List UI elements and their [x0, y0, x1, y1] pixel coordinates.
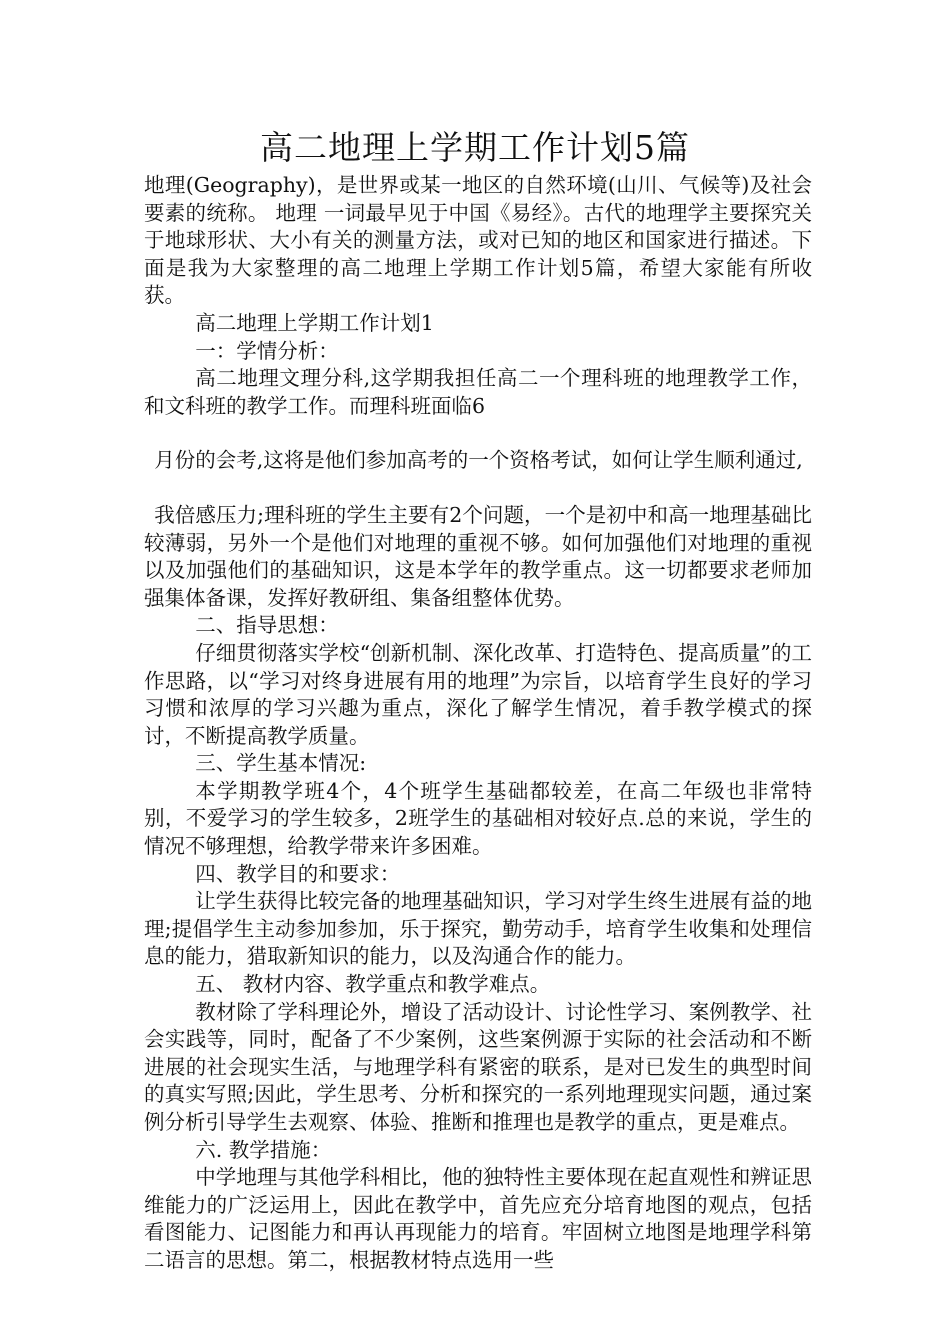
section-heading-4: 四、教学目的和要求：: [195, 861, 401, 886]
section-heading-6: 六. 教学措施：: [195, 1137, 332, 1162]
section-5-paragraph: 教材除了学科理论外，增设了活动设计、讨论性学习、案例教学、社会实践等，同时，配备了不少案例，这些案例源于实际的社会活动和不断进展的社会现实生活，与地理学科有紧密的联系，是对已发生的典型时间的真实写照;因此，学生思考、分析和探究的一系列地理现实问题，通过案例分析引导学生去观察、体验、推断和推理也是教学的重点，更是难点。: [144, 999, 812, 1134]
section-1-paragraph-1: 高二地理文理分科,这学期我担任高二一个理科班的地理教学工作，和文科班的教学工作。而理科班面临6: [144, 366, 812, 418]
section-4-paragraph: 让学生获得比较完备的地理基础知识，学习对学生终生进展有益的地理;提倡学生主动参加参加，乐于探究，勤劳动手，培育学生收集和处理信息的能力，猎取新知识的能力，以及沟通合作的能力。: [144, 889, 812, 969]
section-heading-3: 三、学生基本情况:: [195, 751, 367, 776]
section-heading-2: 二、指导思想：: [195, 613, 339, 638]
document-body: [144, 172, 812, 1275]
section-2-paragraph: 仔细贯彻落实学校“创新机制、深化改革、打造特色、提高质量”的工作思路，以“学习对终身进展有用的地理”为宗旨，以培育学生良好的学习习惯和浓厚的学习兴趣为重点，深化了解学生情况，着手教学模式的探讨，不断提高教学质量。: [144, 640, 812, 748]
section-1-paragraph-3: 我倍感压力;理科班的学生主要有2个问题，一个是初中和高一地理基础比较薄弱，另外一个是他们对地理的重视不够。如何加强他们对地理的重视以及加强他们的基础知识，这是本学年的教学重点。这一切都要求老师加强集体备课，发挥好教研组、集备组整体优势。: [144, 502, 812, 610]
intro-paragraph: 地理(Geography)，是世界或某一地区的自然环境(山川、气候等)及社会要素的统称。 地理 一词最早见于中国《易经》。古代的地理学主要探究关于地球形状、大小有关的测量方法，或对已知的地区和国家进行描述。下面是我为大家整理的高二地理上学期工作计划5篇，希望大家能有所收获。: [144, 173, 812, 308]
plan-heading: 高二地理上学期工作计划1: [195, 310, 434, 335]
section-3-paragraph: 本学期教学班4个，4个班学生基础都较差，在高二年级也非常特别，不爱学习的学生较多，2班学生的基础相对较好点.总的来说，学生的情况不够理想，给教学带来许多困难。: [144, 778, 812, 859]
section-6-paragraph: 中学地理与其他学科相比，他的独特性主要体现在起直观性和辨证思维能力的广泛运用上，因此在教学中，首先应充分培育地图的观点，包括看图能力、记图能力和再认再现能力的培育。牢固树立地图是地理学科第二语言的思想。第二，根据教材特点选用一些: [144, 1165, 812, 1272]
document-title: 高二地理上学期工作计划5篇: [260, 128, 690, 167]
section-heading-1: 一：学情分析：: [195, 338, 339, 363]
section-1-paragraph-2: 月份的会考,这将是他们参加高考的一个资格考试，如何让学生顺利通过,: [154, 448, 803, 473]
section-heading-5: 五、 教材内容、教学重点和教学难点。: [195, 972, 551, 997]
